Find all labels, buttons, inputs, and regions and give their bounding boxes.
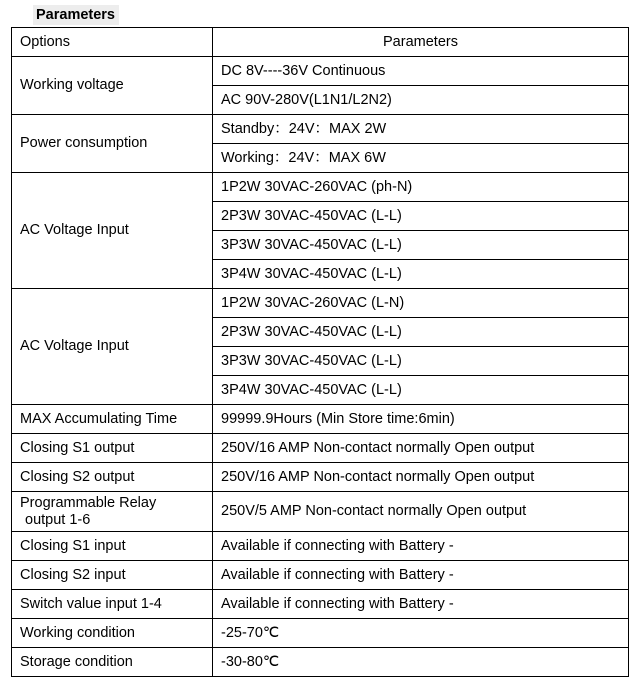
option-power-consumption: Power consumption — [12, 115, 213, 173]
table-row — [12, 619, 629, 648]
param-value: Available if connecting with Battery - — [213, 561, 629, 590]
param-value: Working：24V：MAX 6W — [213, 144, 629, 173]
table-row — [12, 57, 629, 86]
option-working-voltage: Working voltage — [12, 57, 213, 115]
param-value: Standby：24V：MAX 2W — [213, 115, 629, 144]
param-value: -25-70℃ — [213, 619, 629, 648]
header-options: Options — [12, 28, 213, 57]
option-line: Programmable Relay — [20, 494, 157, 511]
table-row — [12, 590, 629, 619]
param-value: 99999.9Hours (Min Store time:6min) — [213, 405, 629, 434]
table-row — [12, 115, 629, 144]
param-value: 250V/16 AMP Non-contact normally Open output — [213, 463, 629, 492]
option-programmable-relay — [12, 492, 213, 532]
table-row — [12, 492, 629, 532]
param-value: 3P3W 30VAC-450VAC (L-L) — [213, 347, 629, 376]
param-value: Available if connecting with Battery - — [213, 532, 629, 561]
table-row — [12, 463, 629, 492]
option-ac-voltage-input: AC Voltage Input — [12, 289, 213, 405]
option-switch-value-input: Switch value input 1-4 — [12, 590, 213, 619]
page-title: Parameters — [33, 5, 119, 25]
param-value: 2P3W 30VAC-450VAC (L-L) — [213, 202, 629, 231]
table-row — [12, 405, 629, 434]
param-value: 3P4W 30VAC-450VAC (L-L) — [213, 260, 629, 289]
option-line: output 1-6 — [25, 511, 91, 528]
option-closing-s1-input: Closing S1 input — [12, 532, 213, 561]
option-storage-condition: Storage condition — [12, 648, 213, 677]
param-value: 1P2W 30VAC-260VAC (ph-N) — [213, 173, 629, 202]
param-value: DC 8V----36V Continuous — [213, 57, 629, 86]
param-value: 3P4W 30VAC-450VAC (L-L) — [213, 376, 629, 405]
param-value: -30-80℃ — [213, 648, 629, 677]
table-row — [12, 173, 629, 202]
table-row — [12, 648, 629, 677]
header-parameters: Parameters — [213, 28, 629, 57]
table-header-row — [12, 28, 629, 57]
param-value: 250V/5 AMP Non-contact normally Open output — [213, 492, 629, 532]
param-value: Available if connecting with Battery - — [213, 590, 629, 619]
param-value: 2P3W 30VAC-450VAC (L-L) — [213, 318, 629, 347]
table-row — [12, 561, 629, 590]
table-row — [12, 434, 629, 463]
option-closing-s2-input: Closing S2 input — [12, 561, 213, 590]
option-max-accumulating-time: MAX Accumulating Time — [12, 405, 213, 434]
option-working-condition: Working condition — [12, 619, 213, 648]
table-row — [12, 289, 629, 318]
option-ac-voltage-input: AC Voltage Input — [12, 173, 213, 289]
option-closing-s2-output: Closing S2 output — [12, 463, 213, 492]
parameters-table — [11, 27, 629, 677]
param-value: AC 90V-280V(L1N1/L2N2) — [213, 86, 629, 115]
param-value: 3P3W 30VAC-450VAC (L-L) — [213, 231, 629, 260]
param-value: 250V/16 AMP Non-contact normally Open output — [213, 434, 629, 463]
param-value: 1P2W 30VAC-260VAC (L-N) — [213, 289, 629, 318]
table-row — [12, 532, 629, 561]
option-closing-s1-output: Closing S1 output — [12, 434, 213, 463]
